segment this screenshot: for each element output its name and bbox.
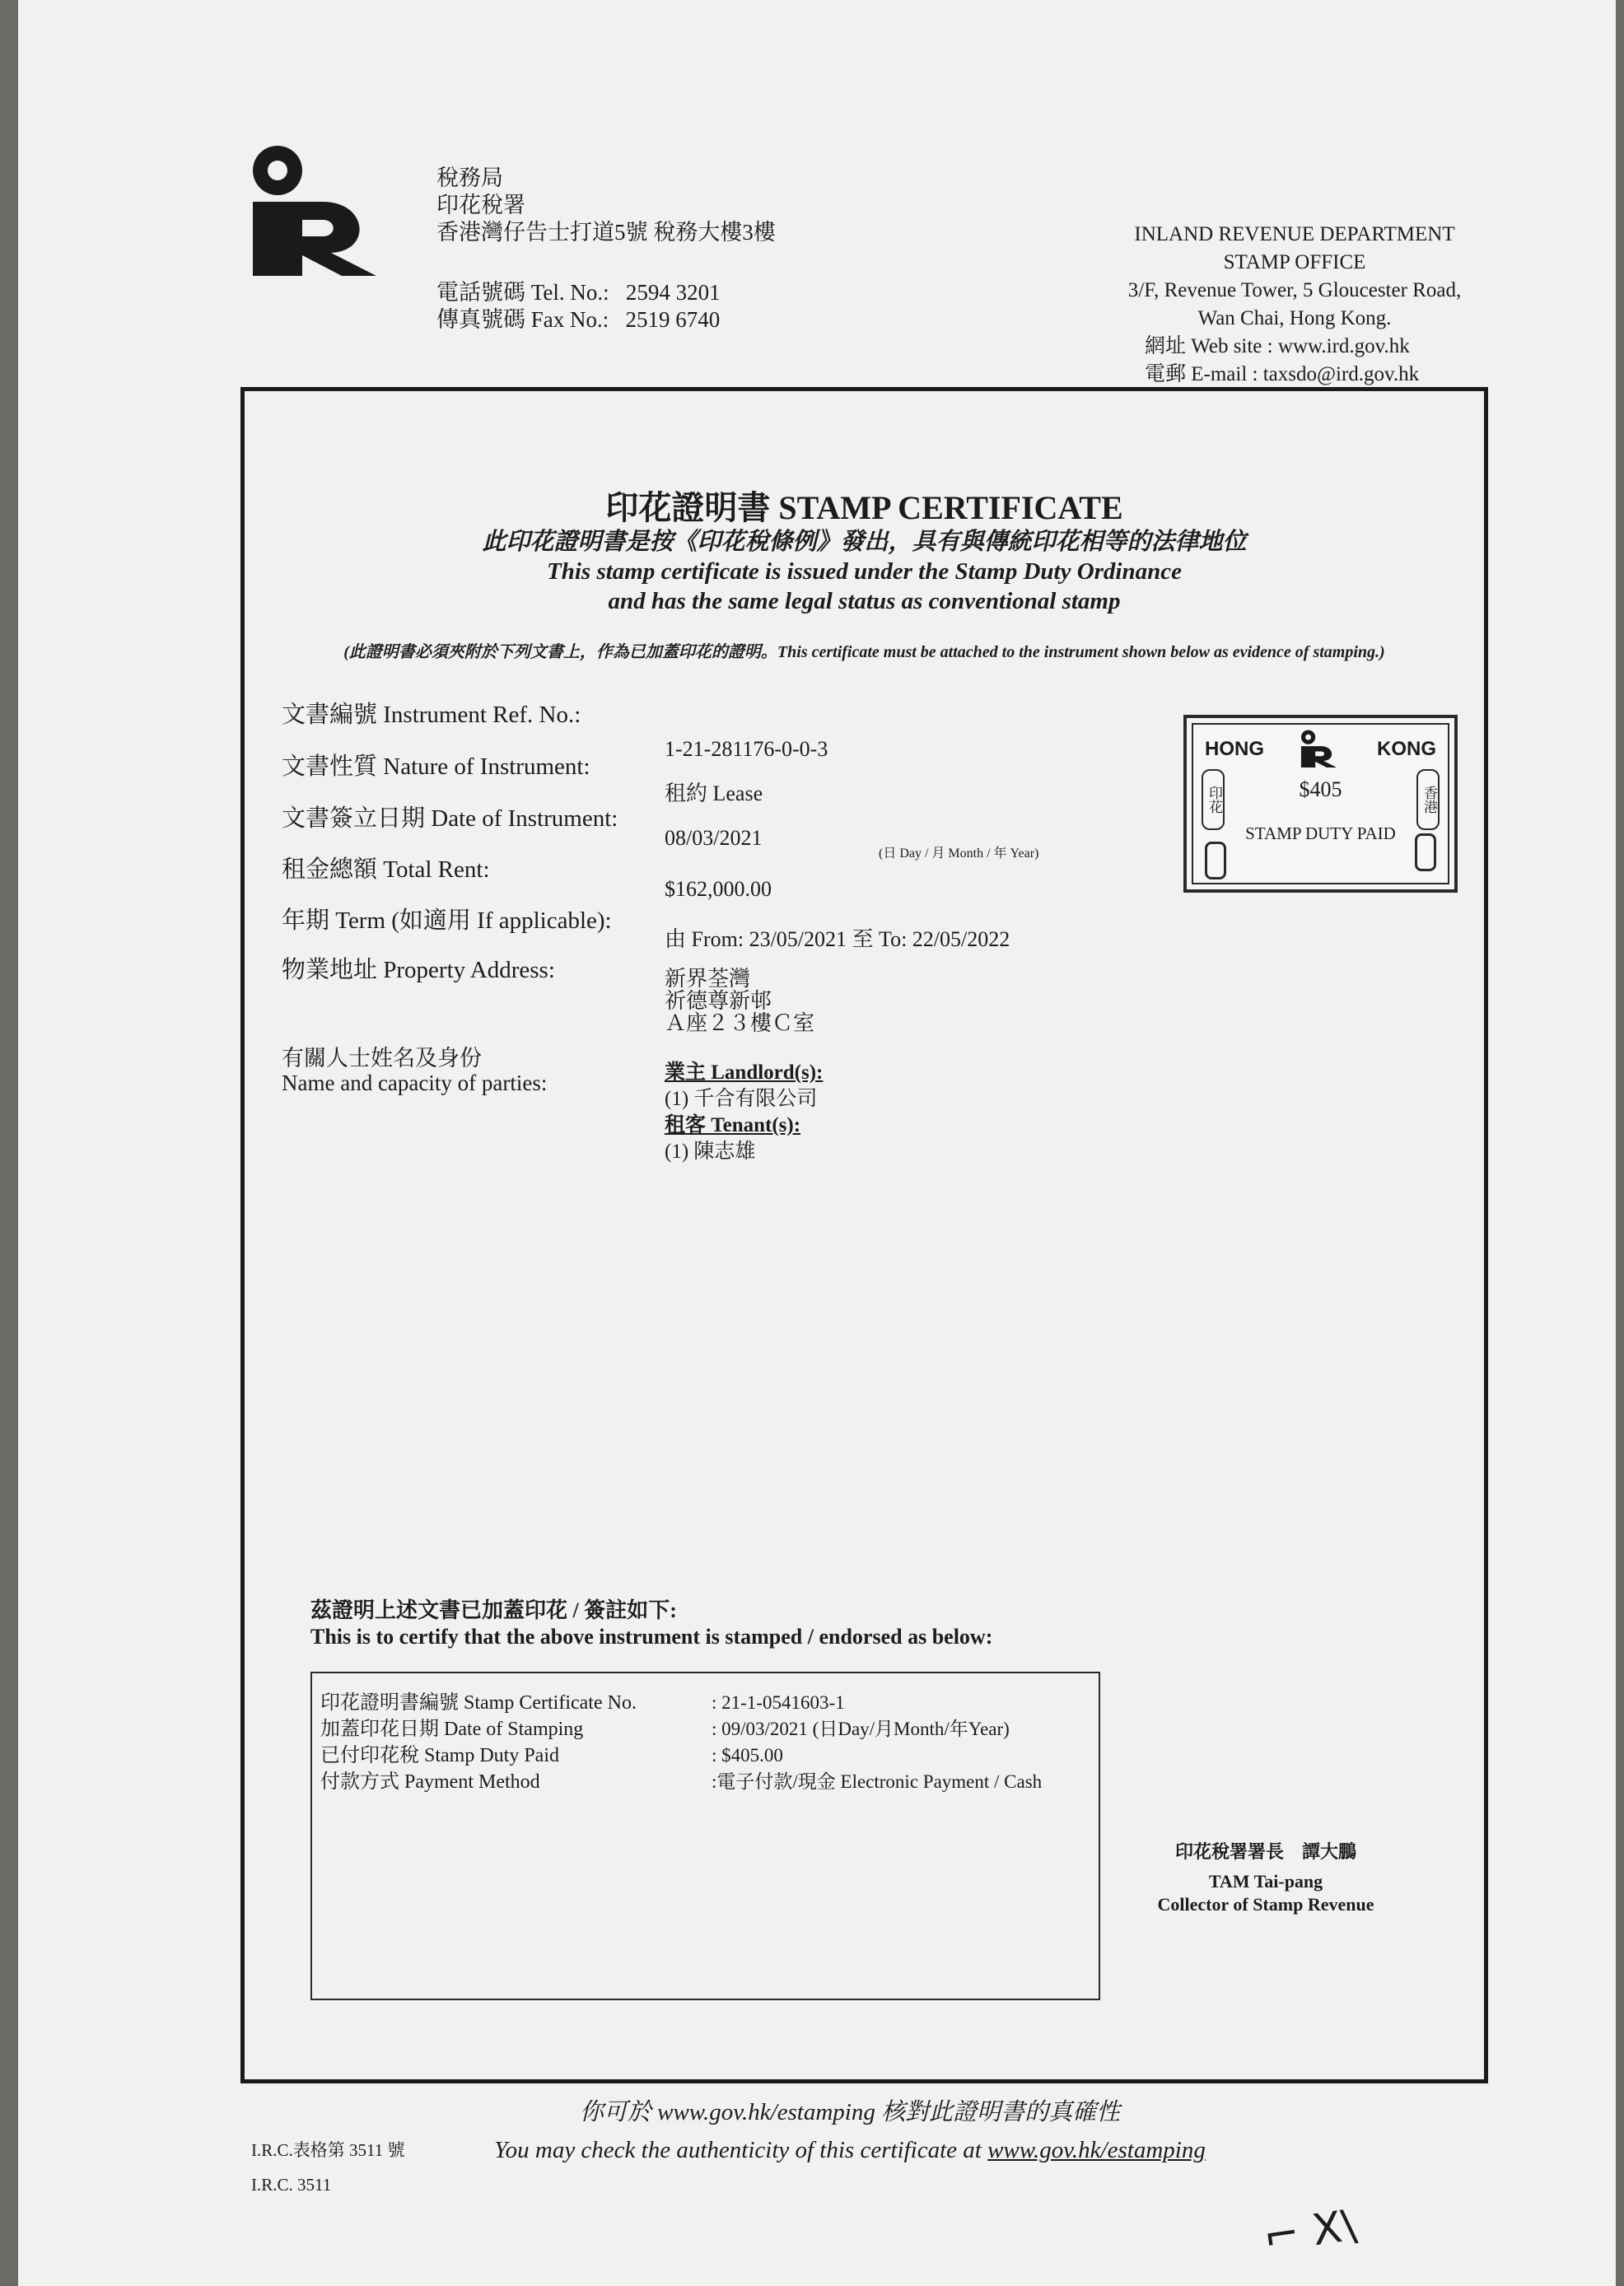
address-line: Wan Chai, Hong Kong. [1197, 307, 1392, 329]
stamp-cert-no-label: 印花證明書編號 Stamp Certificate No. [320, 1692, 637, 1714]
header-cn-line: 香港灣仔告士打道5號 稅務大樓3樓 [436, 220, 776, 245]
tel-number: 2594 3201 [625, 280, 721, 305]
estamping-link[interactable]: www.gov.hk/estamping [987, 2137, 1206, 2163]
seal-kong: KONG [1377, 738, 1436, 760]
seal-ornament-icon [1205, 842, 1226, 879]
document-page [18, 0, 1616, 2286]
seal-hong: HONG [1205, 738, 1264, 760]
term-value: 由 From: 23/05/2021 至 To: 22/05/2022 [665, 927, 1010, 951]
address-line: Ａ座２３樓Ｃ室 [665, 1011, 815, 1035]
tel-label: 電話號碼 Tel. No.: [436, 280, 609, 305]
collector-title-cn: 印花稅署署長 譚大鵬 [1174, 1841, 1356, 1862]
endorsement-header [310, 1598, 992, 1650]
form-number [251, 2133, 404, 2202]
payment-method-value: :電子付款/現金 Electronic Payment / Cash [712, 1771, 1043, 1792]
stamping-date-value: : 09/03/2021 (日Day/月Month/年Year) [712, 1719, 1010, 1739]
email[interactable]: 電郵 E-mail : taxsdo@ird.gov.hk [1145, 363, 1420, 385]
landlord-entry: (1) 千合有限公司 [665, 1088, 818, 1110]
endorsement-box [310, 1672, 1100, 2000]
payment-method-label: 付款方式 Payment Method [320, 1771, 540, 1793]
rent-label: 租金總額 Total Rent: [282, 856, 490, 883]
endorsement-header-en: This is to certify that the above instrument is stamped / endorsed as below: [310, 1625, 993, 1649]
seal-ird-logo [1296, 730, 1342, 767]
tel-row [436, 279, 776, 306]
address-line: 3/F, Revenue Tower, 5 Gloucester Road, [1127, 279, 1462, 301]
fax-label: 傳真號碼 Fax No.: [436, 307, 609, 332]
subtitle-en-1: This stamp certificate is issued under the Stamp Duty Ordinance [547, 558, 1182, 585]
tenant-entry: (1) 陳志雄 [665, 1141, 756, 1163]
subtitle-en-2: and has the same legal status as conventional stamp [608, 588, 1121, 614]
date-label: 文書簽立日期 Date of Instrument: [282, 805, 618, 832]
parties-label-en: Name and capacity of parties: [282, 1071, 548, 1095]
parties-list [665, 1060, 823, 1165]
address-line: 新界荃灣 [665, 967, 751, 991]
form-number-cn: I.R.C.表格第 3511 號 [251, 2140, 405, 2160]
ref-label: 文書編號 Instrument Ref. No.: [282, 702, 581, 728]
header-left [436, 165, 776, 334]
fax-row [436, 306, 776, 334]
endorsement-values [712, 1690, 1042, 1795]
stamp-duty-paid-seal [1183, 715, 1458, 893]
fax-number: 2519 6740 [625, 307, 721, 332]
authenticity-note [479, 2093, 1220, 2169]
stamp-cert-no-value: : 21-1-0541603-1 [712, 1692, 845, 1713]
address-line: 祈德尊新邨 [665, 989, 772, 1013]
term-label: 年期 Term (如適用 If applicable): [282, 907, 612, 934]
ref-value: 1-21-281176-0-0-3 [665, 737, 828, 761]
date-value: 08/03/2021 [665, 826, 763, 850]
collector-name: TAM Tai-pang [1208, 1871, 1323, 1892]
header-cn-line: 印花稅署 [436, 193, 525, 217]
parties-label [282, 1046, 547, 1095]
certificate-title: 印花證明書 STAMP CERTIFICATE [605, 489, 1123, 526]
handwritten-mark: ⌐ X\ [1260, 2200, 1360, 2263]
attachment-note: (此證明書必須夾附於下列文書上，作為已加蓋印花的證明。This certificate must be attached to the instrument shown below as evidence of stamping.) [343, 643, 1385, 661]
certificate-subtitle [245, 527, 1484, 616]
office-name: STAMP OFFICE [1223, 251, 1366, 273]
endorsement-labels [320, 1690, 637, 1795]
property-address [665, 968, 814, 1034]
nature-label: 文書性質 Nature of Instrument: [282, 753, 590, 780]
certificate-frame [240, 387, 1488, 2083]
collector-title-en: Collector of Stamp Revenue [1157, 1894, 1374, 1915]
rent-value: $162,000.00 [665, 877, 772, 901]
duty-paid-value: : $405.00 [712, 1745, 783, 1766]
authenticity-note-en [479, 2131, 1220, 2169]
seal-right-cn: 香港 [1416, 769, 1440, 830]
seal-ornament-icon [1415, 833, 1436, 871]
ird-logo [245, 144, 385, 276]
landlord-label: 業主 Landlord(s): [665, 1061, 824, 1084]
stamping-date-label: 加蓋印花日期 Date of Stamping [320, 1719, 584, 1740]
form-number-en: I.R.C. 3511 [251, 2175, 332, 2195]
department-name: INLAND REVENUE DEPARTMENT [1134, 223, 1455, 245]
header-right [1113, 221, 1476, 389]
nature-value: 租約 Lease [665, 781, 763, 805]
seal-amount: $405 [1299, 777, 1342, 801]
subtitle-cn: 此印花證明書是按《印花稅條例》發出，具有與傳統印花相等的法律地位 [482, 529, 1247, 555]
tenant-label: 租客 Tenant(s): [665, 1114, 801, 1136]
seal-paid-text: STAMP DUTY PAID [1245, 823, 1396, 843]
website[interactable]: 網址 Web site : www.ird.gov.hk [1145, 335, 1410, 357]
duty-paid-label: 已付印花稅 Stamp Duty Paid [320, 1745, 560, 1766]
endorsement-header-cn: 茲證明上述文書已加蓋印花 / 簽註如下: [310, 1598, 677, 1622]
seal-left-cn: 印花 [1202, 769, 1225, 830]
parties-label-cn: 有關人士姓名及身份 [282, 1046, 482, 1071]
address-label: 物業地址 Property Address: [282, 957, 555, 983]
header-cn-line: 稅務局 [436, 166, 503, 190]
authenticity-note-cn: 你可於 www.gov.hk/estamping 核對此證明書的真確性 [579, 2099, 1121, 2125]
authenticity-note-en-text: You may check the authenticity of this certificate at [494, 2137, 988, 2163]
date-format-hint: (日 Day / 月 Month / 年 Year) [879, 847, 1039, 861]
collector-signature-block [1109, 1840, 1422, 1916]
